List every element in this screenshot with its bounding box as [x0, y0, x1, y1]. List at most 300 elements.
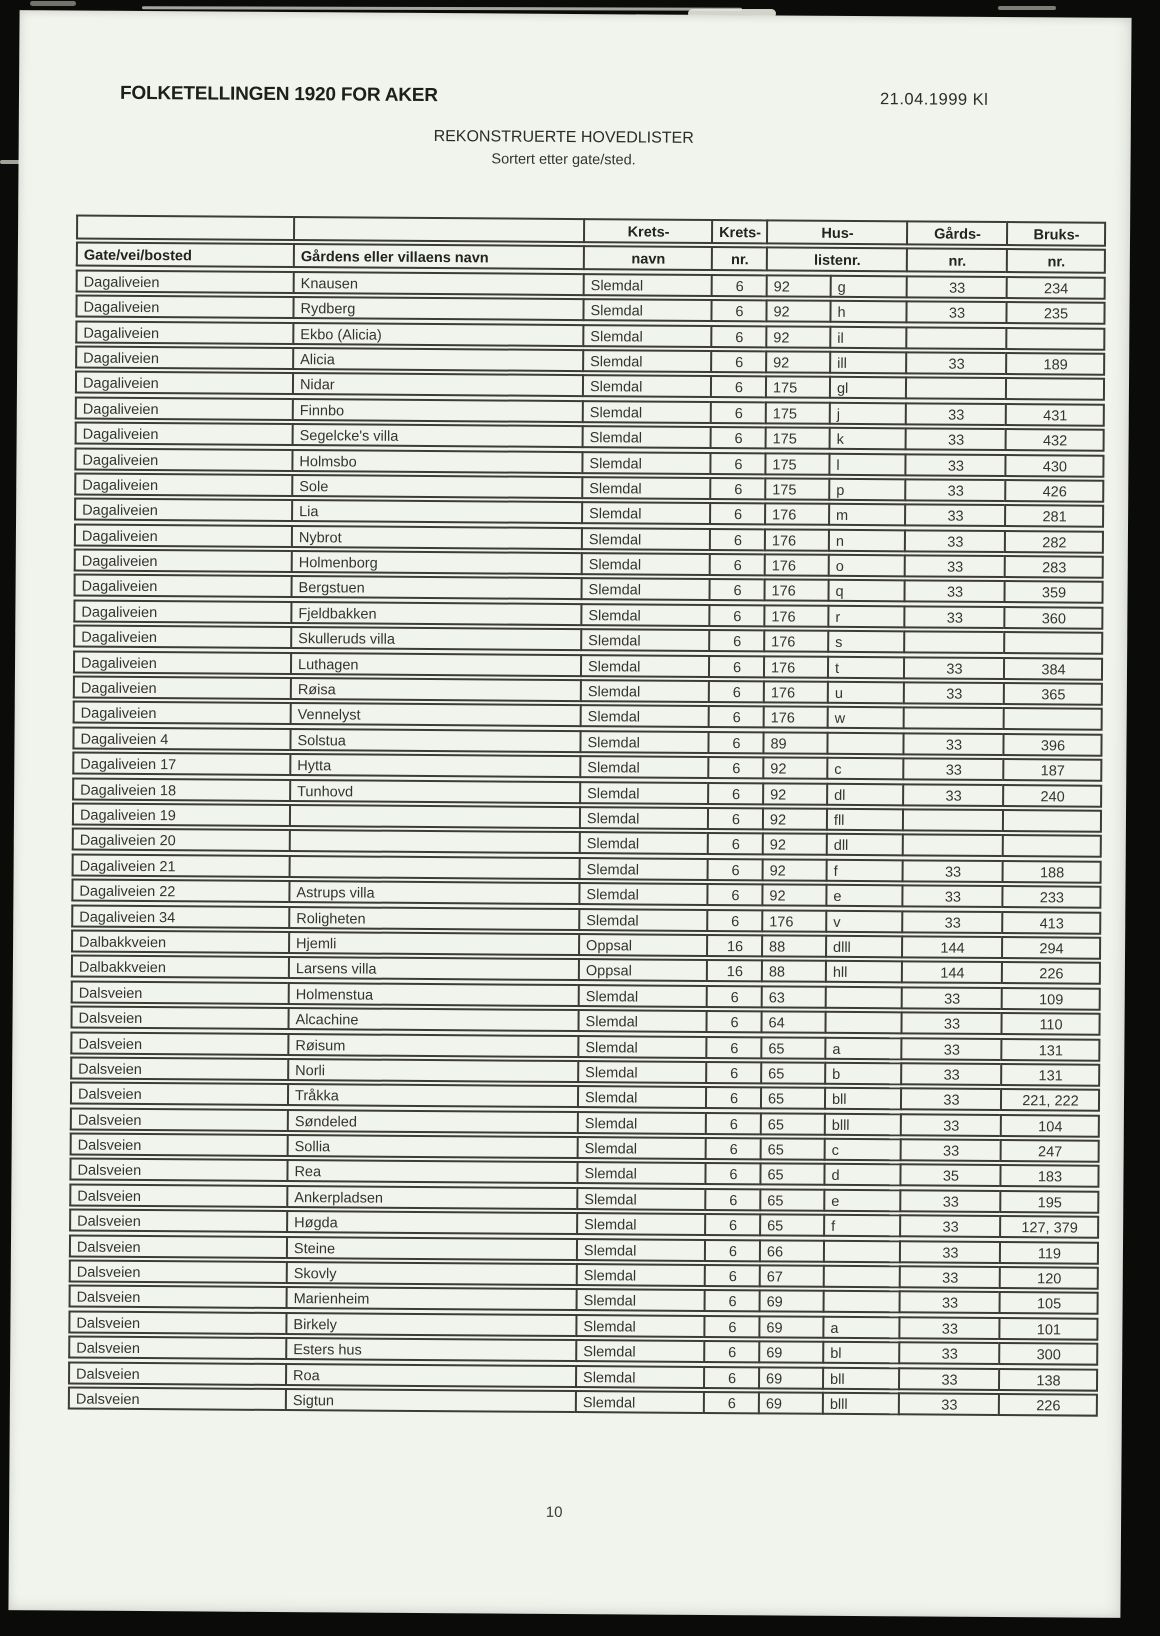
table-cell: Slemdal [576, 1238, 704, 1262]
table-cell [823, 1265, 899, 1289]
header-cell-kretsnavn: navn [583, 245, 711, 271]
table-cell: ill [829, 351, 905, 375]
table-cell: 65 [760, 1036, 824, 1059]
table-cell: Slemdal [575, 1314, 703, 1338]
table-cell: 6 [704, 1213, 759, 1236]
table-cell: Steine [286, 1236, 576, 1261]
table-cell: Dagaliveien 20 [72, 828, 289, 853]
table-cell: 365 [1003, 682, 1103, 706]
table-cell: 359 [1003, 580, 1103, 604]
table-cell: 282 [1004, 530, 1104, 554]
table-cell: 33 [901, 910, 1001, 934]
table-cell [289, 804, 579, 829]
table-cell: dlll [825, 935, 901, 959]
table-cell: 6 [708, 604, 763, 627]
table-cell [823, 1239, 899, 1263]
table-cell: Slemdal [577, 1085, 705, 1109]
table-cell: 67 [759, 1264, 823, 1287]
table-row [68, 1386, 1098, 1416]
table-cell: 6 [704, 1239, 759, 1262]
table-cell: 65 [759, 1163, 823, 1186]
table-cell: Alcachine [287, 1007, 577, 1032]
table-cell: Sollia [287, 1134, 577, 1159]
table-cell: 105 [999, 1291, 1099, 1315]
table-cell: e [823, 1189, 899, 1213]
table-cell: 6 [709, 502, 764, 525]
table-cell: Slemdal [575, 1365, 703, 1389]
table-cell: r [827, 605, 903, 629]
table-cell: 127, 379 [999, 1215, 1099, 1239]
table-cell: n [828, 528, 904, 552]
header-cell-bruksnr: Bruks- [1006, 221, 1106, 247]
table-cell: Slemdal [582, 374, 710, 398]
table-cell: 33 [904, 453, 1004, 477]
table-cell: Slemdal [579, 857, 707, 881]
table-cell: 6 [710, 401, 765, 424]
table-cell: Dalsveien [70, 1056, 287, 1081]
table-cell [824, 1011, 900, 1035]
table-cell: 175 [765, 426, 829, 449]
table-cell: dll [826, 833, 902, 857]
table-cell: 101 [998, 1317, 1098, 1341]
table-cell: 33 [905, 427, 1005, 451]
table-cell: Slemdal [579, 831, 707, 855]
table-cell: Dagaliveien 18 [72, 777, 289, 802]
header-cell-gardsnr: Gårds- [906, 220, 1006, 246]
table-cell: gl [829, 376, 905, 400]
table-cell: Tunhovd [289, 779, 579, 804]
table-cell: 384 [1003, 657, 1103, 681]
table-cell: d [823, 1163, 899, 1187]
table-cell: 195 [999, 1190, 1099, 1214]
table-cell: 176 [763, 630, 827, 653]
table-cell: 6 [707, 731, 762, 754]
table-cell: Oppsal [578, 958, 706, 982]
table-cell: b [824, 1062, 900, 1086]
table-cell: 65 [759, 1188, 823, 1211]
table-cell: Skovly [286, 1261, 576, 1286]
table-cell: Dalsveien [70, 1107, 287, 1132]
table-cell: Dagaliveien [74, 472, 291, 497]
table-cell: 6 [710, 299, 765, 322]
table-cell: Segelcke's villa [292, 423, 582, 448]
table-cell: Slemdal [580, 628, 708, 652]
table-cell: Dagaliveien [73, 625, 290, 650]
table-cell: Dalsveien [69, 1234, 286, 1259]
header-cell-villanavn: Gårdens eller villaens navn [293, 243, 583, 270]
table-header-row-bottom [76, 242, 1106, 274]
table-cell [903, 631, 1003, 655]
table-cell: e [825, 884, 901, 908]
table-cell: 294 [1001, 936, 1101, 960]
table-cell: 6 [708, 680, 763, 703]
table-cell: 16 [706, 959, 761, 982]
table-cell: Dalbakkveien [71, 929, 288, 954]
table-cell: 33 [898, 1316, 998, 1340]
table-cell [823, 1290, 899, 1314]
table-cell: Slemdal [577, 1060, 705, 1084]
table-cell: Dagaliveien [75, 371, 292, 396]
table-cell [902, 834, 1002, 858]
table-cell: Slemdal [575, 1339, 703, 1363]
table-cell: 283 [1004, 555, 1104, 579]
header-cell-bruksnr: nr. [1006, 248, 1106, 274]
table-cell: 281 [1004, 504, 1104, 528]
table-cell: Dalsveien [68, 1386, 285, 1411]
table-cell: Birkely [285, 1312, 575, 1337]
table-cell: Marienheim [286, 1286, 576, 1311]
table-cell: Nidar [292, 372, 582, 397]
table-cell: 33 [906, 275, 1006, 299]
table-cell: Sole [291, 474, 581, 499]
table-cell: 33 [900, 1037, 1000, 1061]
table-cell: Dalsveien [69, 1260, 286, 1285]
table-cell [905, 326, 1005, 350]
table-cell: Slemdal [579, 730, 707, 754]
table-cell: 6 [708, 578, 763, 601]
scanner-scratch-mark [30, 1, 76, 6]
table-cell: Søndeled [287, 1109, 577, 1134]
table-cell: Solstua [289, 728, 579, 753]
table-cell: Rea [286, 1159, 576, 1184]
table-cell: 69 [759, 1290, 823, 1313]
table-cell: 33 [900, 1088, 1000, 1112]
table-cell: 92 [766, 274, 830, 297]
table-cell: Dalsveien [70, 1031, 287, 1056]
table-cell: c [826, 757, 902, 781]
table-cell: 6 [706, 985, 761, 1008]
table-cell: Slemdal [577, 1009, 705, 1033]
table-cell: 6 [711, 274, 766, 297]
table-cell [905, 377, 1005, 401]
table-cell: Nybrot [291, 525, 581, 550]
header-cell-empty [76, 215, 293, 242]
table-cell: 33 [899, 1215, 999, 1239]
table-cell: c [824, 1138, 900, 1162]
table-cell: 33 [905, 351, 1005, 375]
table-cell: 131 [1000, 1038, 1100, 1062]
sort-order-subtitle: Sortert etter gate/sted. [491, 151, 636, 169]
scanner-scratch-mark [998, 6, 1056, 10]
header-cell-empty [293, 216, 583, 243]
table-cell: Dalsveien [68, 1361, 285, 1386]
table-cell [289, 855, 579, 880]
print-date: 21.04.1999 Kl [879, 90, 989, 109]
table-cell: Dalsveien [70, 1133, 287, 1158]
table-cell: Dalsveien [68, 1336, 285, 1361]
table-cell: Dagaliveien 21 [72, 853, 289, 878]
table-cell: Slemdal [577, 1136, 705, 1160]
table-cell: blll [822, 1392, 898, 1416]
table-cell: 175 [765, 401, 829, 424]
table-cell: 430 [1004, 454, 1104, 478]
table-cell: 6 [708, 655, 763, 678]
table-cell: Hytta [289, 753, 579, 778]
table-cell: h [829, 300, 905, 324]
table-cell: a [824, 1036, 900, 1060]
table-cell: Dagaliveien [75, 295, 292, 320]
table-cell: Slemdal [578, 984, 706, 1008]
table-cell: 33 [898, 1392, 998, 1416]
table-cell: 92 [761, 883, 825, 906]
table-cell: 131 [1000, 1063, 1100, 1087]
table-cell: 92 [762, 858, 826, 881]
table-cell: 33 [899, 1189, 999, 1213]
table-cell: Slemdal [580, 603, 708, 627]
table-cell: Dagaliveien 4 [72, 726, 289, 751]
table-cell: 69 [758, 1391, 822, 1414]
table-cell [1005, 377, 1105, 401]
table-cell: 66 [759, 1239, 823, 1262]
table-cell: 89 [762, 731, 826, 754]
table-cell: 6 [709, 477, 764, 500]
table-cell: Slemdal [581, 501, 709, 525]
table-cell: 33 [900, 1113, 1000, 1137]
table-cell: 176 [763, 579, 827, 602]
table-cell: 6 [707, 858, 762, 881]
table-cell: 6 [704, 1162, 759, 1185]
table-cell [1003, 707, 1103, 731]
table-cell: 189 [1005, 352, 1105, 376]
table-cell: Norli [287, 1058, 577, 1083]
table-cell: 396 [1002, 733, 1102, 757]
table-cell: 65 [760, 1137, 824, 1160]
table-cell: 33 [899, 1240, 999, 1264]
table-cell: 92 [762, 833, 826, 856]
table-cell: 92 [765, 300, 829, 323]
table-cell: bll [824, 1087, 900, 1111]
table-cell: 6 [710, 426, 765, 449]
table-cell: 6 [705, 1137, 760, 1160]
table-cell: p [828, 478, 904, 502]
table-cell: 6 [704, 1289, 759, 1312]
table-cell: Alicia [292, 347, 582, 372]
table-cell: 69 [758, 1341, 822, 1364]
table-cell: Slemdal [579, 806, 707, 830]
table-cell: 6 [707, 782, 762, 805]
header-cell-huslistenr: Hus- [766, 219, 906, 245]
table-cell: 183 [999, 1164, 1099, 1188]
table-cell: 6 [703, 1315, 758, 1338]
document-title: FOLKETELLINGEN 1920 FOR AKER [119, 82, 438, 107]
table-cell: t [827, 655, 903, 679]
table-cell: Hjemli [288, 931, 578, 956]
table-cell: 33 [900, 1062, 1000, 1086]
table-cell: Luthagen [290, 652, 580, 677]
header-cell-gate: Gate/vei/bosted [76, 242, 293, 269]
table-cell: Dagaliveien [75, 320, 292, 345]
table-cell: Dalsveien [69, 1285, 286, 1310]
table-cell: Slemdal [582, 298, 710, 322]
table-cell: Slemdal [580, 578, 708, 602]
table-cell: Slemdal [582, 400, 710, 424]
table-cell: Dagaliveien [73, 650, 290, 675]
table-cell: 92 [762, 782, 826, 805]
table-cell: 144 [901, 935, 1001, 959]
table-cell: Dagaliveien [75, 422, 292, 447]
table-cell [825, 986, 901, 1010]
table-cell: 6 [704, 1264, 759, 1287]
table-cell: 88 [761, 960, 825, 983]
table-cell: q [827, 579, 903, 603]
table-cell: Dagaliveien [74, 523, 291, 548]
table-cell: 233 [1001, 885, 1101, 909]
table-cell: 92 [762, 807, 826, 830]
table-cell [1005, 327, 1105, 351]
table-cell: Dagaliveien [75, 345, 292, 370]
table-cell: 176 [761, 909, 825, 932]
table-cell: 65 [759, 1214, 823, 1237]
table-cell: 110 [1000, 1012, 1100, 1036]
table-cell: Slemdal [577, 1035, 705, 1059]
table-cell: 109 [1001, 987, 1101, 1011]
table-cell: 6 [705, 1010, 760, 1033]
table-cell: 33 [902, 758, 1002, 782]
table-cell: 104 [1000, 1114, 1100, 1138]
table-cell: 33 [904, 504, 1004, 528]
table-cell: 360 [1003, 606, 1103, 630]
table-cell: Slemdal [575, 1390, 703, 1414]
table-cell: 176 [763, 655, 827, 678]
table-cell: Dagaliveien [74, 574, 291, 599]
table-cell: 176 [763, 604, 827, 627]
table-cell: Holmenborg [291, 550, 581, 575]
table-cell: Bergstuen [290, 576, 580, 601]
table-cell: 6 [709, 553, 764, 576]
table-cell: dl [826, 782, 902, 806]
table-cell: 33 [904, 554, 1004, 578]
table-cell: Vennelyst [290, 702, 580, 727]
table-cell: Dagaliveien [74, 447, 291, 472]
table-cell: 187 [1002, 758, 1102, 782]
table-cell: 33 [899, 1291, 999, 1315]
table-cell: 6 [706, 909, 761, 932]
table-cell: 6 [710, 325, 765, 348]
table-cell: Fjeldbakken [290, 601, 580, 626]
table-cell: 176 [764, 553, 828, 576]
table-cell: Røisa [290, 677, 580, 702]
table-cell [902, 808, 1002, 832]
table-cell: 221, 222 [1000, 1088, 1100, 1112]
table-cell: Slemdal [580, 679, 708, 703]
table-cell: Slemdal [582, 349, 710, 373]
table-cell: Dalsveien [70, 1006, 287, 1031]
table-cell: a [822, 1316, 898, 1340]
table-cell: l [828, 452, 904, 476]
table-cell: Slemdal [580, 654, 708, 678]
table-cell: 92 [765, 350, 829, 373]
table-cell: Dagaliveien [74, 498, 291, 523]
document-header [19, 82, 1131, 109]
table-cell: Roa [285, 1363, 575, 1388]
table-cell: 6 [710, 350, 765, 373]
table-cell: Dagaliveien 17 [72, 752, 289, 777]
table-cell: 6 [708, 629, 763, 652]
table-cell: il [829, 325, 905, 349]
table-cell: 92 [765, 325, 829, 348]
table-cell: g [830, 275, 906, 299]
table-cell: bl [822, 1341, 898, 1365]
table-cell: m [828, 503, 904, 527]
table-cell: 176 [763, 680, 827, 703]
table-cell: hll [825, 960, 901, 984]
table-cell: 35 [899, 1164, 999, 1188]
table-cell: Knausen [293, 271, 583, 296]
table-cell: 432 [1005, 428, 1105, 452]
table-cell: Holmenstua [288, 982, 578, 1007]
table-cell: Dagaliveien [73, 701, 290, 726]
table-cell: 234 [1006, 276, 1106, 300]
table-cell: Sigtun [285, 1388, 575, 1413]
table-cell: Slemdal [581, 476, 709, 500]
table-cell: Ankerpladsen [286, 1185, 576, 1210]
table-cell: 175 [764, 452, 828, 475]
table-cell: 69 [758, 1315, 822, 1338]
table-cell: 6 [709, 528, 764, 551]
page-number: 10 [545, 1503, 563, 1521]
table-cell: 175 [764, 477, 828, 500]
table-cell: Slemdal [576, 1263, 704, 1287]
table-cell: 6 [709, 451, 764, 474]
table-cell: Lia [291, 499, 581, 524]
table-cell: 33 [900, 1138, 1000, 1162]
table-cell: Slemdal [579, 755, 707, 779]
table-cell: 247 [1000, 1139, 1100, 1163]
table-cell: 33 [898, 1341, 998, 1365]
scanned-page [8, 10, 1131, 1618]
table-cell: Dagaliveien [74, 549, 291, 574]
table-cell: 33 [898, 1367, 998, 1391]
table-cell: Dagaliveien [76, 269, 293, 294]
table-cell: 6 [703, 1391, 758, 1414]
table-cell: 33 [903, 580, 1003, 604]
table-cell: 176 [764, 528, 828, 551]
table-cell: 188 [1002, 860, 1102, 884]
table-cell: f [823, 1214, 899, 1238]
table-cell: u [827, 681, 903, 705]
table-cell: Slemdal [576, 1288, 704, 1312]
table-cell: Astrups villa [288, 880, 578, 905]
table-cell: bll [822, 1366, 898, 1390]
table-cell: 6 [710, 375, 765, 398]
table-cell: Slemdal [580, 704, 708, 728]
table-cell: w [827, 706, 903, 730]
document-subtitles [19, 125, 1109, 172]
table-cell: fll [826, 808, 902, 832]
table-cell [1003, 631, 1103, 655]
table-cell: Dalsveien [69, 1209, 286, 1234]
table-cell: 6 [707, 832, 762, 855]
table-cell: Slemdal [576, 1212, 704, 1236]
table-cell: 175 [765, 376, 829, 399]
table-cell: 33 [901, 884, 1001, 908]
table-cell: Slemdal [579, 781, 707, 805]
table-cell: Slemdal [581, 451, 709, 475]
table-cell: 33 [904, 529, 1004, 553]
table-cell: Slemdal [582, 324, 710, 348]
table-cell [289, 829, 579, 854]
table-cell: 120 [999, 1266, 1099, 1290]
table-cell: Rydberg [292, 296, 582, 321]
table-cell: Dalsveien [69, 1158, 286, 1183]
table-cell: Tråkka [287, 1083, 577, 1108]
table-cell: 6 [705, 1112, 760, 1135]
table-cell: 16 [706, 934, 761, 957]
table-cell: Slemdal [583, 273, 711, 297]
table-cell: Dalsveien [71, 980, 288, 1005]
table-cell: k [829, 427, 905, 451]
table-cell: Slemdal [577, 1111, 705, 1135]
